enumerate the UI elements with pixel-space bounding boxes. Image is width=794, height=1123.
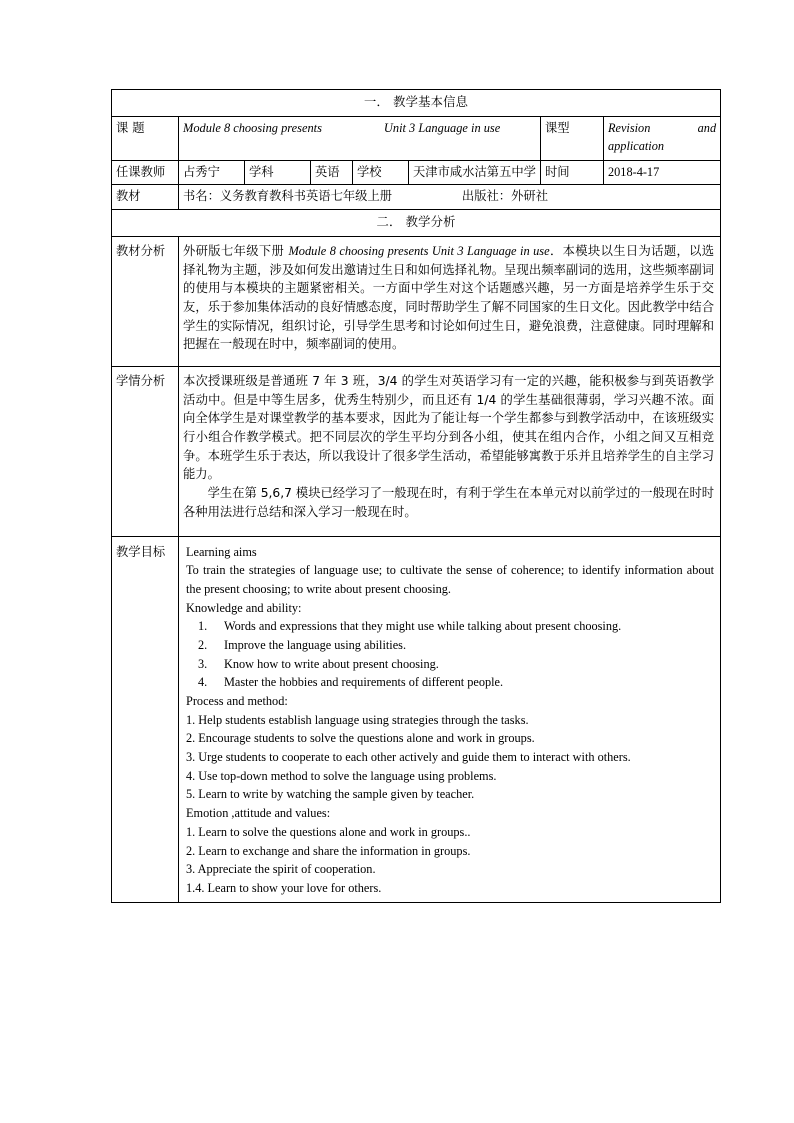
- list-number: 3.: [198, 656, 208, 671]
- aims-emotion-item: 3. Appreciate the spirit of cooperation.: [186, 862, 376, 877]
- student-analysis-text: [179, 367, 721, 537]
- lesson-type-value-cell: [604, 116, 721, 160]
- aims-process-item: 4. Use top-down method to solve the language using problems.: [186, 768, 497, 783]
- aims-process-item: 2. Encourage students to solve the questions alone and work in groups.: [186, 731, 535, 746]
- aims-heading: Learning aims: [186, 544, 257, 559]
- aims-process-item: 5. Learn to write by watching the sample given by teacher.: [186, 787, 475, 802]
- aims-knowledge-item: [186, 673, 714, 692]
- textbook-label: 教材: [112, 185, 179, 210]
- topic-unit-text: Unit 3 Language in use: [383, 120, 501, 135]
- student-analysis-row: [112, 367, 721, 537]
- topic-row: [112, 116, 721, 160]
- lesson-type-word-revision: Revision: [608, 120, 651, 135]
- aims-knowledge-heading: Knowledge and ability:: [186, 600, 302, 615]
- section-banner-row: [112, 90, 721, 117]
- lesson-type-label: 课型: [541, 116, 604, 160]
- textbook-book-name: 书名：义务教育教科书英语七年级上册: [183, 189, 393, 204]
- subject-label: 学科: [245, 160, 311, 185]
- teacher-label: 任课教师: [112, 160, 179, 185]
- teacher-row: [112, 160, 721, 185]
- school-value: 天津市咸水沽第五中学: [409, 160, 541, 185]
- lesson-type-word-application: application: [608, 139, 665, 154]
- teaching-aims-row: [112, 536, 721, 902]
- aims-emotion-item: 2. Learn to exchange and share the information in groups.: [186, 843, 471, 858]
- time-value: 2018-4-17: [604, 160, 721, 185]
- teaching-aims-content: [179, 536, 721, 902]
- aims-emotion-item: 1. Learn to solve the questions alone and work in groups..: [186, 824, 471, 839]
- student-text-paragraph-2: 学生在第 5,6,7 模块已经学习了一般现在时，有利于学生在本单元对以前学过的一般现在时时各种用法进行总结和深入学习一般现在时。: [183, 486, 715, 519]
- material-text-italic: Module 8 choosing presents Unit 3 Language in use: [288, 243, 550, 258]
- section-title-analysis: 二． 教学分析: [112, 210, 721, 237]
- aims-summary: To train the strategies of language use; to cultivate the sense of coherence; to identify information about the present choosing; to write about present choosing.: [186, 563, 715, 596]
- list-number: 4.: [198, 675, 208, 690]
- list-text: Master the hobbies and requirements of different people.: [224, 675, 504, 690]
- material-analysis-text: [179, 236, 721, 366]
- aims-emotion-heading: Emotion ,attitude and values:: [186, 806, 331, 821]
- aims-process-heading: Process and method:: [186, 694, 288, 709]
- student-analysis-label: 学情分析: [112, 367, 179, 537]
- subject-value: 英语: [311, 160, 353, 185]
- aims-knowledge-item: [186, 617, 714, 636]
- lesson-type-word-and: and: [697, 120, 717, 135]
- topic-label: 课 题: [112, 116, 179, 160]
- teacher-name-value: 占秀宁: [179, 160, 245, 185]
- list-number: 1.: [198, 619, 208, 634]
- material-analysis-row: [112, 236, 721, 366]
- textbook-row: [112, 185, 721, 210]
- textbook-value-cell: [179, 185, 721, 210]
- aims-knowledge-item: [186, 636, 714, 655]
- teaching-aims-label: 教学目标: [112, 536, 179, 902]
- school-label: 学校: [353, 160, 409, 185]
- list-text: Improve the language using abilities.: [224, 637, 407, 652]
- aims-process-item: 3. Urge students to cooperate to each other actively and guide them to interact with others.: [186, 750, 631, 765]
- textbook-publisher: 出版社：外研社: [461, 189, 548, 204]
- topic-spacer: [322, 119, 384, 138]
- list-text: Words and expressions that they might use while talking about present choosing.: [224, 619, 622, 634]
- list-text: Know how to write about present choosing.: [224, 656, 439, 671]
- topic-module-text: Module 8 choosing presents: [183, 120, 322, 135]
- lesson-plan-table: [111, 89, 721, 903]
- list-number: 2.: [198, 637, 208, 652]
- time-label: 时间: [541, 160, 604, 185]
- section-banner-row-2: [112, 210, 721, 237]
- material-text-pre: 外研版七年级下册: [183, 243, 289, 258]
- aims-emotion-item: 1.4. Learn to show your love for others.: [186, 880, 382, 895]
- section-title-basic-info: 一． 教学基本信息: [112, 90, 721, 117]
- material-text-post: ．本模块以生日为话题，以选择礼物为主题，涉及如何发出邀请过生日和如何选择礼物。呈现出频率副词的选用，这些频率副词的使用与本模块的主题紧密相关。一方面中学生对这个话题感兴趣，另一方面是培养学生乐于交友，乐于参加集体活动的良好情感态度，同时帮助学生了解不同国家的生日文化。因此教学中结合学生的实际情况，组织讨论，引导学生思考和讨论如何过生日，避免浪费，注意健康。同时理解和把握在一般现在时中，频率副词的使用。: [183, 243, 715, 352]
- material-analysis-label: 教材分析: [112, 236, 179, 366]
- student-text-paragraph-1: 本次授课班级是普通班 7 年 3 班，3/4 的学生对英语学习有一定的兴趣，能积极参与到英语教学活动中。但是中等生居多，优秀生特别少，而且还有 1/4 的学生基础很薄弱，学习兴趣不浓。面向全体学生是对课堂教学的基本要求，因此为了能让每一个学生都参与到教学活动中，在该班级实行小组合作教学模式。把不同层次的学生平均分到各小组，使其在组内合作，小组之间又互相竞争。本班学生乐于表达，所以我设计了很多学生活动，希望能够寓教于乐并且培养学生的自主学习能力。: [183, 374, 715, 482]
- topic-value-cell: [179, 116, 541, 160]
- aims-process-item: 1. Help students establish language using strategies through the tasks.: [186, 712, 529, 727]
- aims-knowledge-item: [186, 655, 714, 674]
